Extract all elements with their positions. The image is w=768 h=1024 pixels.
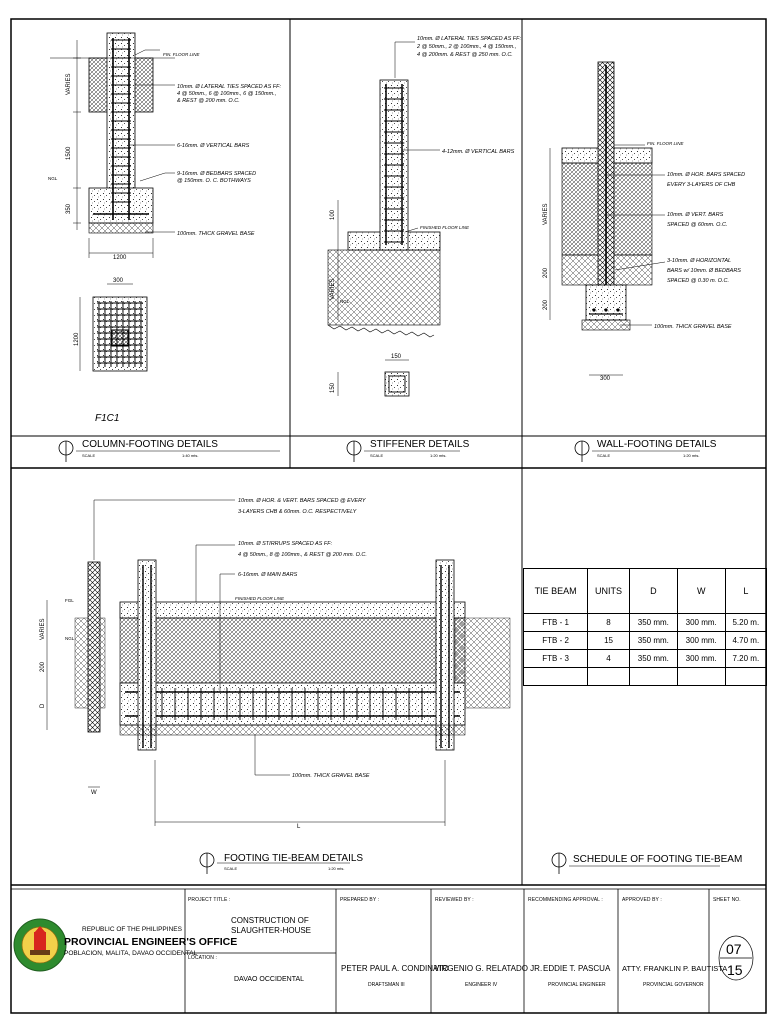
st-dim-varies: VARIES [330, 278, 336, 300]
cell-tie-beam: FTB - 3 [524, 650, 588, 668]
col-l: L [725, 569, 766, 614]
col-units: UNITS [588, 569, 630, 614]
table-row [524, 668, 767, 686]
st-note-3: 4 @ 200mm. & REST @ 250 mm. O.C. [417, 52, 513, 58]
cell-units: 8 [588, 614, 630, 632]
sheet-label: SHEET NO. [713, 897, 741, 903]
st-ngl-label: NGL [340, 299, 350, 304]
tb-scale-label: SCALE [224, 866, 238, 871]
wf-note-2: EVERY 3-LAYERS OF CHB [667, 182, 736, 188]
table-row [524, 614, 767, 632]
cell-l: 4.70 m. [725, 632, 766, 650]
project-title-2: SLAUGHTER-HOUSE [231, 926, 312, 935]
approved-role: PROVINCIAL GOVERNOR [643, 982, 704, 988]
project-title-1: CONSTRUCTION OF [231, 916, 309, 925]
wf-scale-value: 1:20 mts. [683, 453, 700, 458]
office-line-3: POBLACION, MALITA, DAVAO OCCIDENTAL [64, 950, 198, 957]
project-title-label: PROJECT TITLE : [188, 897, 231, 903]
cf-note-2: 4 @ 50mm., 6 @ 100mm., 6 @ 150mm., [177, 91, 277, 97]
cf-note-6: @ 150mm. O. C. BOTHWAYS [177, 178, 251, 184]
cell-w: 300 mm. [677, 650, 725, 668]
wf-note-6: BARS w/ 10mm. Ø BEDBARS [667, 268, 741, 274]
wf-note-3: 10mm. Ø VERT. BARS [667, 212, 724, 218]
approved-name: ATTY. FRANKLIN P. BAUTISTA [622, 964, 728, 973]
stiffener-drawing [328, 42, 440, 396]
st-scale-value: 1:20 mts. [430, 453, 447, 458]
wf-dim-300: 300 [600, 376, 611, 382]
st-note-4: 4-12mm. Ø VERTICAL BARS [442, 149, 515, 155]
tb-note-5: 6-16mm. Ø MAIN BARS [238, 572, 298, 578]
cell-tie-beam: FTB - 1 [524, 614, 588, 632]
tb-note-1: 10mm. Ø HOR. & VERT. BARS SPACED @ EVERY [238, 498, 366, 504]
cf-dim-300: 300 [113, 278, 124, 284]
sheet-total: 15 [727, 962, 743, 978]
wf-dim-200-b: 200 [543, 299, 549, 310]
cell-d: 350 mm. [629, 632, 677, 650]
cf-note-5: 9-16mm. Ø BEDBARS SPACED [177, 171, 257, 177]
cell-d: 350 mm. [629, 614, 677, 632]
table-row [524, 650, 767, 668]
reviewed-role: ENGINEER IV [465, 982, 498, 988]
location-label: LOCATION : [188, 955, 217, 961]
cf-note-1: 10mm. Ø LATERAL TIES SPACED AS FF: [177, 84, 282, 90]
cf-ngl-label: NGL [48, 176, 58, 181]
wf-dim-varies: VARIES [543, 203, 549, 225]
tb-dim-varies: VARIES [40, 618, 46, 640]
stiffener-title: STIFFENER DETAILS [370, 439, 470, 450]
schedule-table [523, 568, 767, 686]
cell-w: 300 mm. [677, 632, 725, 650]
schedule-header-row [524, 569, 767, 614]
office-line-1: REPUBLIC OF THE PHILIPPINES [82, 926, 182, 933]
cell-l: 7.20 m. [725, 650, 766, 668]
tb-ngl-label: NGL [65, 636, 75, 641]
tb-floor-label: FINISHED FLOOR LINE [235, 596, 285, 601]
col-tie-beam: TIE BEAM [524, 569, 588, 614]
cf-dim-1200: 1200 [113, 255, 127, 261]
recommending-name: EDDIE T. PASCUA [543, 964, 611, 973]
recommending-role: PROVINCIAL ENGINEER [548, 982, 606, 988]
st-dim-100: 100 [330, 209, 336, 220]
wf-floor-label: FIN. FLOOR LINE [647, 141, 684, 146]
cell-d [629, 668, 677, 686]
tb-dim-200: 200 [40, 661, 46, 672]
prepared-role: DRAFTSMAN III [368, 982, 405, 988]
tb-note-2: 3-LAYERS CHB & 60mm. O.C. RESPECTIVELY [238, 509, 357, 515]
column-footing-title: COLUMN-FOOTING DETAILS [82, 439, 218, 450]
cf-note-7: 100mm. THICK GRAVEL BASE [177, 231, 255, 237]
st-dim-150-side: 150 [330, 382, 336, 393]
cf-scale-value: 1:40 mts. [182, 453, 199, 458]
tb-note-4: 4 @ 50mm., 8 @ 100mm., & REST @ 200 mm. O.C. [238, 552, 367, 558]
tb-note-3: 10mm. Ø STIRRUPS SPACED AS FF: [238, 541, 333, 547]
prepared-label: PREPARED BY : [340, 897, 380, 903]
st-dim-150-top: 150 [391, 354, 402, 360]
st-note-2: 2 @ 50mm., 2 @ 100mm., 4 @ 150mm., [417, 44, 517, 50]
wf-note-8: 100mm. THICK GRAVEL BASE [654, 324, 732, 330]
location-value: DAVAO OCCIDENTAL [234, 976, 305, 983]
tb-dim-l: L [297, 824, 301, 830]
tb-fgl-label: FGL [65, 598, 74, 603]
wf-note-7: SPACED @ 0.30 m. O.C. [667, 278, 730, 284]
tb-dim-d: D [40, 703, 46, 708]
wf-note-5: 3-10mm. Ø HORIZONTAL [667, 258, 732, 264]
st-note-1: 10mm. Ø LATERAL TIES SPACED AS FF: [417, 36, 522, 42]
wf-note-1: 10mm. Ø HOR. BARS SPACED [667, 172, 746, 178]
cf-dim-varies: VARIES [66, 73, 72, 95]
wall-footing-title: WALL-FOOTING DETAILS [597, 439, 717, 450]
office-line-2: PROVINCIAL ENGINEER'S OFFICE [64, 936, 238, 948]
cell-w [677, 668, 725, 686]
cf-note-3: & REST @ 200 mm. O.C. [177, 98, 240, 104]
wf-note-4: SPACED @ 60mm. O.C. [667, 222, 728, 228]
recommending-label: RECOMMENDING APPROVAL : [528, 897, 603, 903]
cf-dim-1500: 1500 [66, 146, 72, 160]
cell-units: 4 [588, 650, 630, 668]
tb-scale-value: 1:20 mts. [328, 866, 345, 871]
cf-dim-1200-plan: 1200 [74, 332, 80, 346]
cf-note-4: 6-16mm. Ø VERTICAL BARS [177, 143, 250, 149]
cell-l [725, 668, 766, 686]
prepared-name: PETER PAUL A. CONDINATO [341, 964, 449, 973]
schedule-title: SCHEDULE OF FOOTING TIE-BEAM [573, 854, 743, 865]
cell-w: 300 mm. [677, 614, 725, 632]
cell-units: 15 [588, 632, 630, 650]
wf-scale-label: SCALE [597, 453, 611, 458]
cell-units [588, 668, 630, 686]
col-w: W [677, 569, 725, 614]
cf-scale-label: SCALE [82, 453, 96, 458]
cell-tie-beam [524, 668, 588, 686]
approved-label: APPROVED BY : [622, 897, 662, 903]
sheet-number: 07 [726, 941, 742, 957]
tb-note-6: 100mm. THICK GRAVEL BASE [292, 773, 370, 779]
tie-beam-title: FOOTING TIE-BEAM DETAILS [224, 853, 364, 864]
wall-footing-drawing [550, 62, 665, 375]
provincial-seal-logo [14, 919, 66, 971]
cell-d: 350 mm. [629, 650, 677, 668]
reviewed-label: REVIEWED BY : [435, 897, 474, 903]
footing-mark: F1C1 [95, 413, 120, 424]
table-row [524, 632, 767, 650]
title-block-grid [185, 889, 709, 1013]
st-scale-label: SCALE [370, 453, 384, 458]
cf-floor-label: FIN. FLOOR LINE [163, 52, 200, 57]
reviewed-name: VIRGENIO G. RELATADO JR. [434, 964, 543, 973]
cell-tie-beam: FTB - 2 [524, 632, 588, 650]
cell-l: 5.20 m. [725, 614, 766, 632]
st-floor-label: FINISHED FLOOR LINE [420, 225, 470, 230]
cf-dim-350: 350 [66, 203, 72, 214]
tie-beam-drawing [47, 500, 510, 826]
tb-dim-w: W [91, 790, 97, 796]
wf-dim-200-a: 200 [543, 267, 549, 278]
col-d: D [629, 569, 677, 614]
